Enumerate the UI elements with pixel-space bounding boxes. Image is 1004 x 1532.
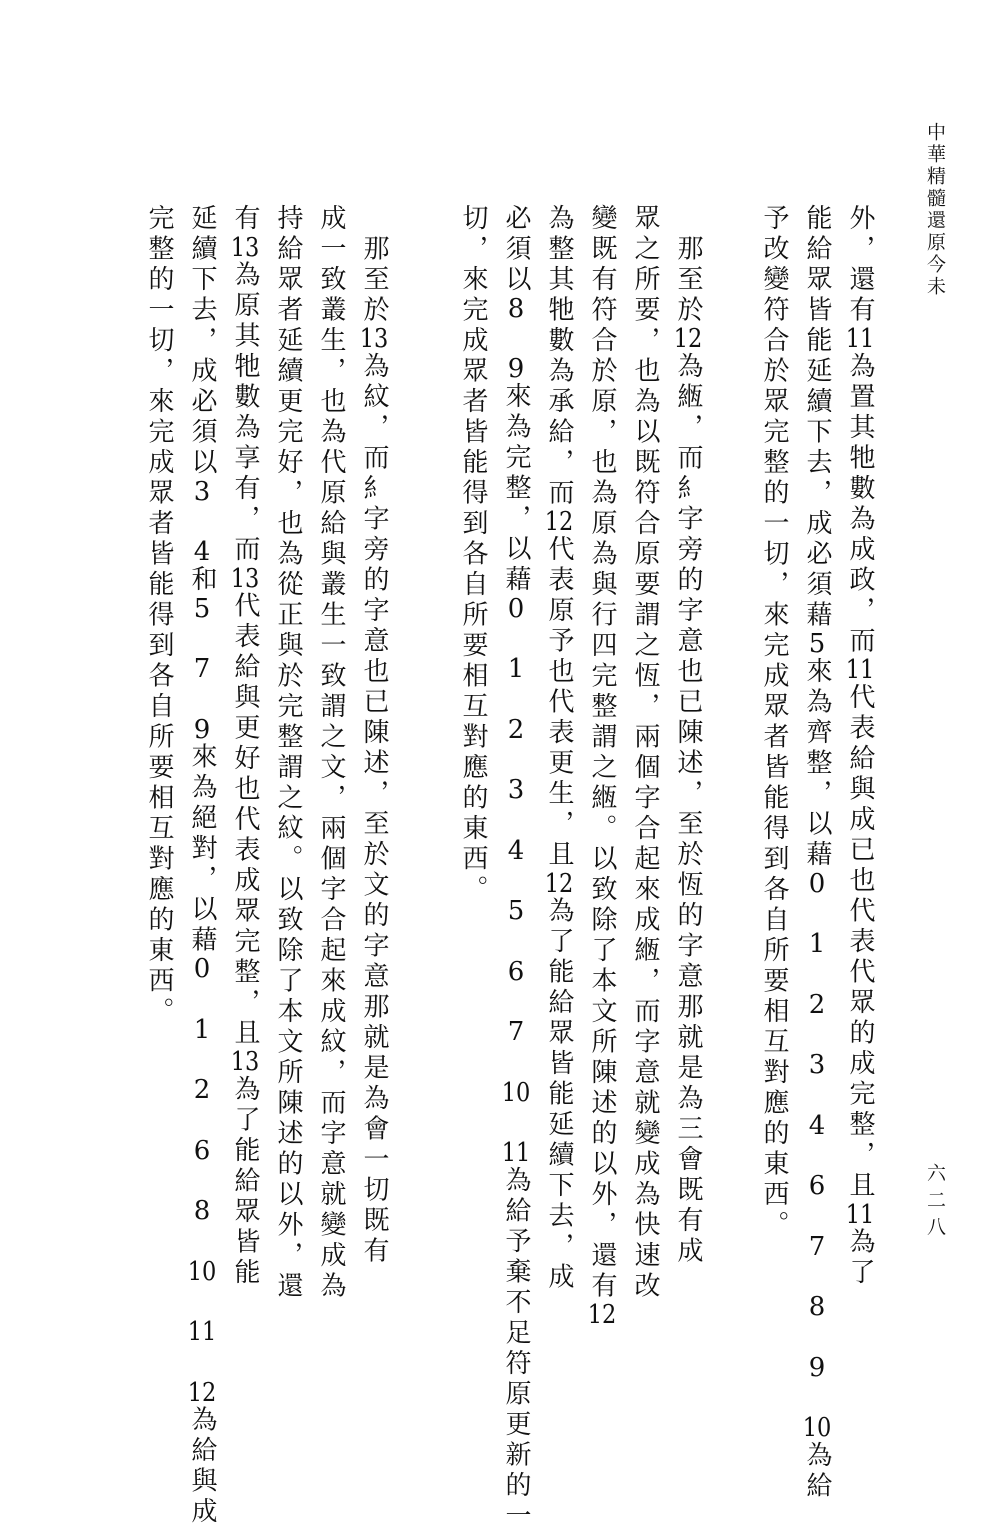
text-column-13: 成一致叢生，也為代原給與叢生一致謂之文，兩個字合起來成紋，而字意就變成為 [316, 204, 346, 1302]
text-column-14: 持給眾者延續更完好，也為從正與於完整謂之紋。以致除了本文所陳述的以外，還 [273, 204, 303, 1302]
text-column-11 [412, 204, 448, 1294]
text-column-10: 切，來完成眾者皆能得到各自所要相互對應的東西。 [458, 204, 488, 906]
page-number: 六二八 [924, 1163, 946, 1244]
text-column-7: 變既有符合於原，也為原為與行四完整謂之緪。以致除了本文所陳述的以外，還有12 [587, 204, 617, 1328]
text-column-12: 那至於13為紋，而糹字旁的字意也已陳述，至於文的字意那就是為會一切既有 [359, 204, 389, 1267]
text-column-9: 必須以8 9來為完整，以藉0 1 2 3 4 5 6 7 10 11為給予棄不足符原更新的一 [501, 204, 531, 1532]
text-column-3: 予改變符合於眾完整的一切，來完成眾者皆能得到各自所要相互對應的東西。 [759, 204, 789, 1241]
text-column-1: 外，還有11為置其牠數為成政，而11代表給與成已也代表代眾的成完整，且11為了 [845, 204, 875, 1289]
text-column-4 [713, 204, 749, 1294]
text-column-15: 有13為原其牠數為享有，而13代表給與更好也代表成眾完整，且13為了能給眾皆能 [230, 204, 260, 1289]
text-column-2: 能給眾皆能延續下去，成必須藉5來為齊整，以藉0 1 2 3 4 6 7 8 9 10為給 [802, 204, 832, 1502]
text-column-6: 眾之所要，也為以既符合原要謂之恆，兩個字合起來成緪，而字意就變成為快速改 [630, 204, 660, 1302]
running-header: 中華精髓還原今未 [924, 122, 946, 298]
text-column-8: 為整其牠數為承給，而12代表原予也代表更生，且12為了能給眾皆能延續下去，成 [544, 204, 574, 1293]
text-column-5: 那至於12為緪，而糹字旁的字意也已陳述，至於恆的字意那就是為三會既有成 [673, 204, 703, 1267]
text-column-16: 延續下去，成必須以3 4和5 7 9來為絕對，以藉0 1 2 6 8 10 11 12為給與成 [187, 204, 217, 1528]
text-column-17: 完整的一切，來完成眾者皆能得到各自所要相互對應的東西。 [144, 204, 174, 1028]
